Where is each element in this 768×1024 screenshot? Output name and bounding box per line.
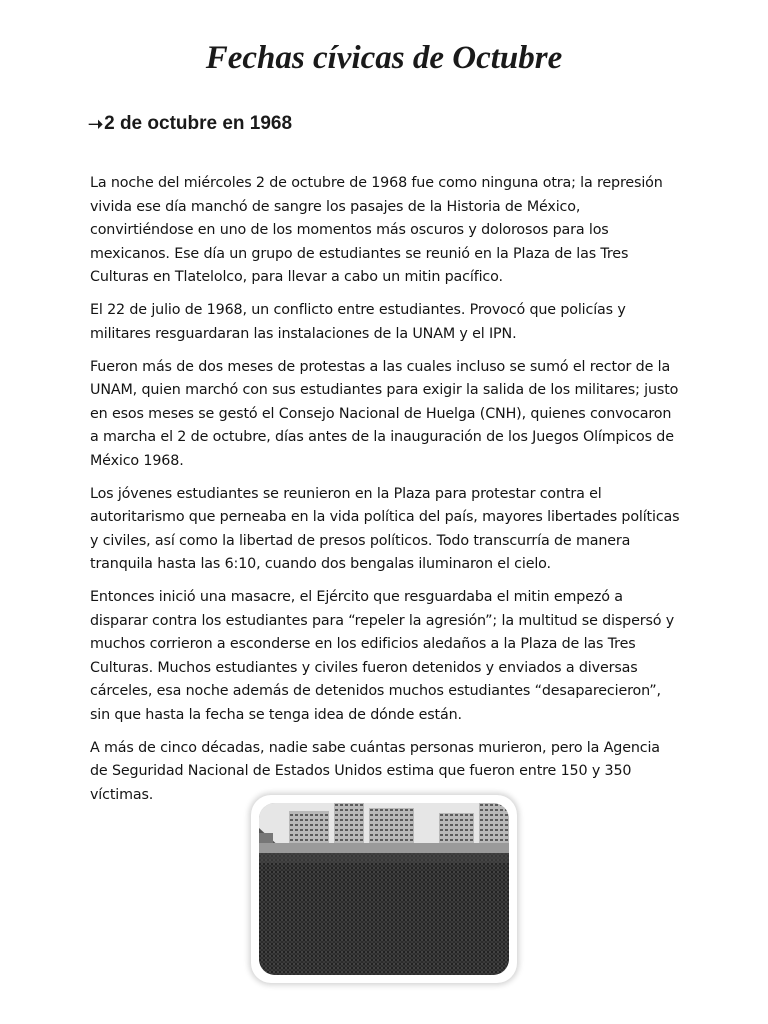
photo-frame [251,795,517,983]
page-title: Fechas cívicas de Octubre [205,40,563,76]
right-arrow-icon: ➝ [88,113,104,134]
paragraph: La noche del miércoles 2 de octubre de 1968 fue como ninguna otra; la represión vivida ese día manchó de sangre los pasajes de la Historia de México, convirtiéndose en uno de los momentos más oscuros y dolorosos para los mexicanos. Ese día un grupo de estudiantes se reunió en la Plaza de las Tres Culturas en Tlatelolco, para llevar a cabo un mitin pacífico. [90,175,663,285]
paragraph: Fueron más de dos meses de protestas a las cuales incluso se sumó el rector de la UNAM, quien marchó con sus estudiantes para exigir la salida de los militares; justo en esos meses se gestó el Consejo Nacional de Huelga (CNH), quienes convocaron a marcha el 2 de octubre, días antes de la inauguración de los Juegos Olímpicos de México 1968. [90,358,679,469]
section-heading [88,113,292,135]
paragraph: Los jóvenes estudiantes se reunieron en la Plaza para protestar contra el autoritarismo que perneaba en la vida política del país, mayores libertades políticas y civiles, así como la libertad de presos políticos. Todo transcurría de manera tranquila hasta las 6:10, cuando dos bengalas iluminaron el cielo. [90,485,680,572]
paragraph: Entonces inició una masacre, el Ejército que resguardaba el mitin empezó a disparar contra los estudiantes para “repeler la agresión”; la multitud se dispersó y muchos corrieron a esconderse en los edificios aledaños a la Plaza de las Tres Culturas. Muchos estudiantes y civiles fueron detenidos y enviados a diversas cárceles, esa noche además de detenidos muchos estudiantes “desaparecieron”, sin que hasta la fecha se tenga idea de dónde están. [90,589,675,723]
paragraph: A más de cinco décadas, nadie sabe cuántas personas murieron, pero la Agencia de Seguridad Nacional de Estados Unidos estima que fueron entre 150 y 350 víctimas. [90,739,660,803]
paragraph: El 22 de julio de 1968, un conflicto entre estudiantes. Provocó que policías y militares resguardaran las instalaciones de la UNAM y el IPN. [90,302,626,342]
crowd-photo [259,803,509,975]
crowd-photo-illustration [259,803,509,975]
article-body [90,172,680,817]
section-heading-text: 2 de octubre en 1968 [104,113,293,134]
